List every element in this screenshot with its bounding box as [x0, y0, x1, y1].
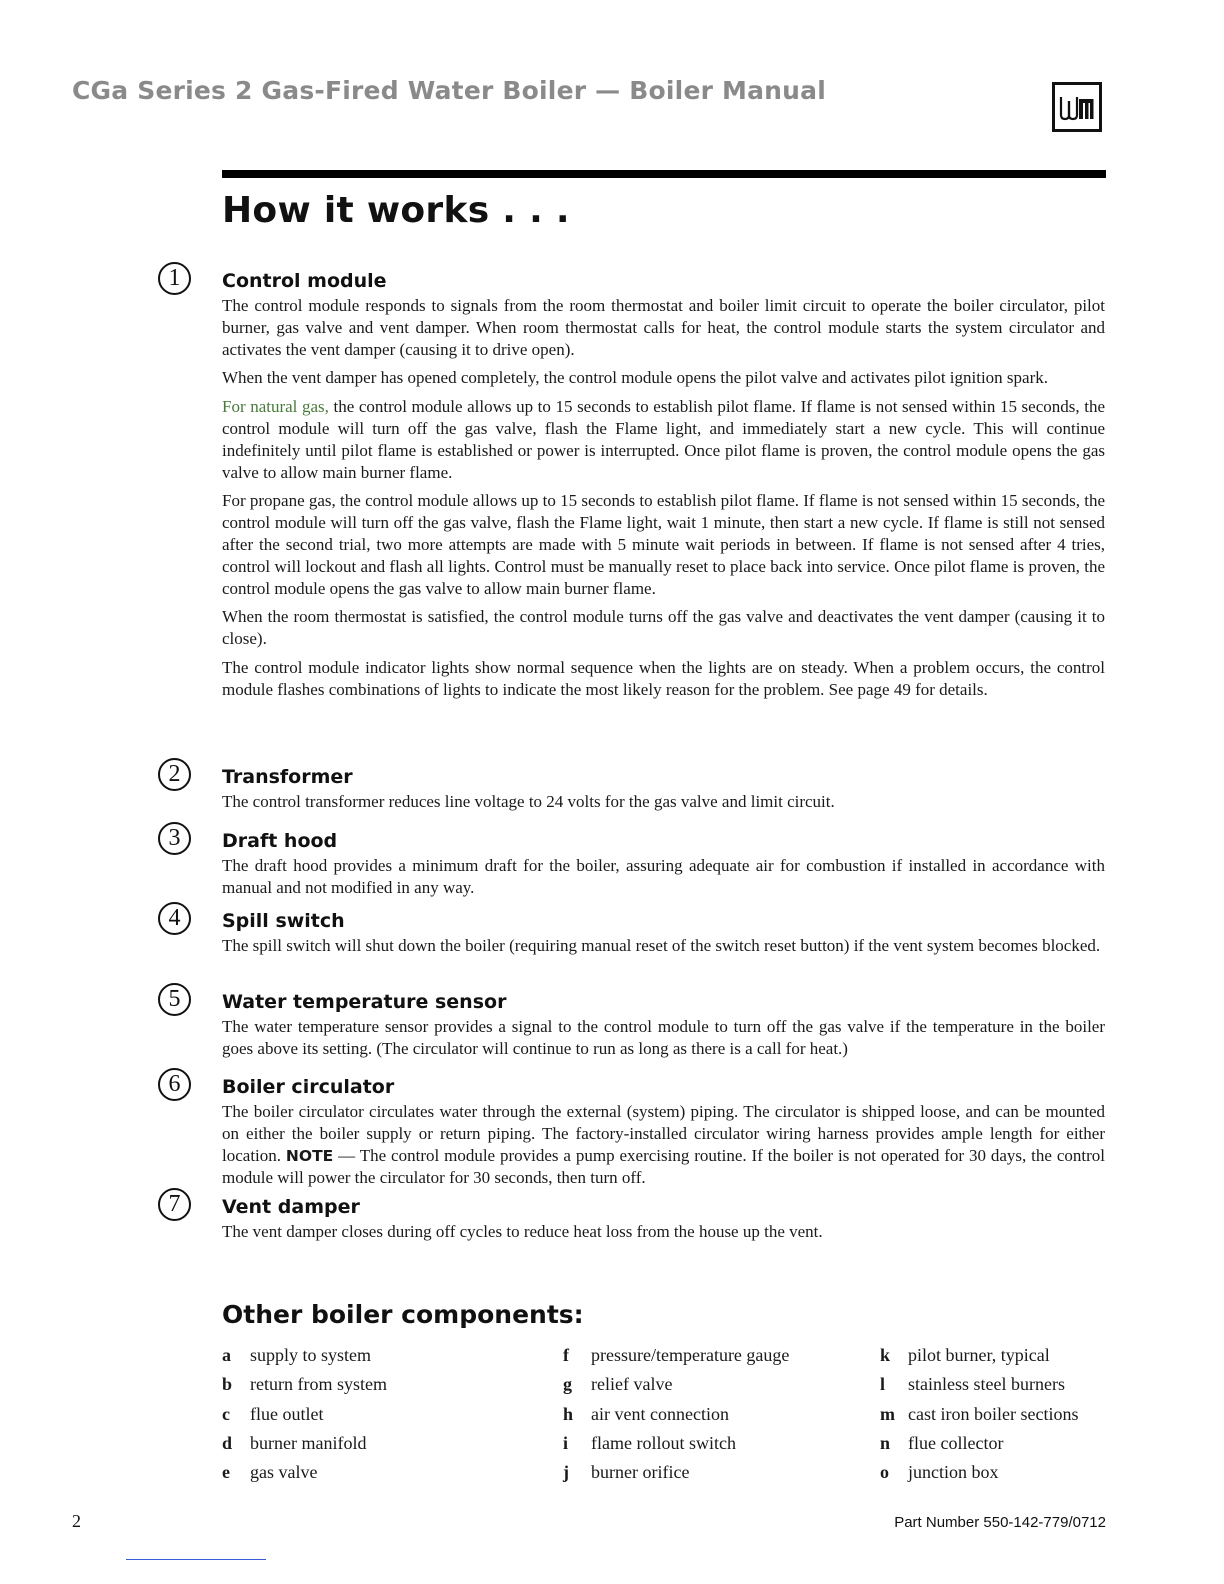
- component-letter: i: [563, 1432, 569, 1453]
- paragraph: [222, 1101, 1105, 1189]
- component-label: cast iron boiler sections: [908, 1403, 1079, 1424]
- section-body: [222, 791, 1105, 813]
- component-letter: d: [222, 1432, 233, 1453]
- section-title: Boiler circulator: [222, 1076, 395, 1098]
- component-item: [880, 1372, 1078, 1401]
- component-letter: l: [880, 1374, 886, 1395]
- component-item: [880, 1343, 1078, 1372]
- section-vent-damper: [158, 1188, 1108, 1250]
- component-label: return from system: [250, 1374, 387, 1395]
- component-item: [880, 1402, 1078, 1431]
- section-number-badge: 6: [158, 1068, 191, 1101]
- paragraph: For propane gas, the control module allows up to 15 seconds to establish pilot flame. If flame is not sensed within 15 seconds, the control module will turn off the gas valve, flash the Flame light, wait 1 minute, then start a new cycle. If flame is still not sensed after the second trial, two more attempts are made with 5 minute wait periods in between. If flame is not sensed after 4 tries, control will lockout and flash all lights. Control must be manually reset to place back into service. Once pilot flame is proven, the control module opens the gas valve to allow main burner flame.: [222, 491, 1105, 598]
- component-label: burner orifice: [591, 1462, 690, 1483]
- section-title: Spill switch: [222, 910, 345, 932]
- section-body: [222, 295, 1105, 701]
- paragraph-text: The boiler circulator circulates water through the external (system) piping. The circulator is shipped loose, and can be mounted on either the boiler supply or return piping. The factory-installed circulator wiring harness provides ample length for either location.: [222, 1102, 1105, 1165]
- component-letter: c: [222, 1403, 230, 1424]
- section-body: [222, 855, 1105, 899]
- section-title: Transformer: [222, 766, 353, 788]
- section-title: Water temperature sensor: [222, 991, 507, 1013]
- section-number-badge: 4: [158, 902, 191, 935]
- component-label: supply to system: [250, 1345, 372, 1365]
- component-letter: k: [880, 1345, 891, 1365]
- component-letter: a: [222, 1345, 231, 1365]
- component-letter: n: [880, 1432, 891, 1453]
- component-label: air vent connection: [591, 1403, 729, 1424]
- component-item: [563, 1402, 789, 1431]
- paragraph: The spill switch will shut down the boiler (requiring manual reset of the switch reset button) if the vent system becomes blocked.: [222, 936, 1101, 955]
- component-item: [222, 1372, 387, 1401]
- section-spill-switch: [158, 902, 1108, 964]
- page-number: 2: [72, 1511, 81, 1531]
- section-transformer: [158, 758, 1108, 820]
- component-item: [222, 1343, 387, 1372]
- section-title: Draft hood: [222, 830, 338, 852]
- section-title: Control module: [222, 270, 387, 292]
- paragraph: The control transformer reduces line voltage to 24 volts for the gas valve and limit circuit.: [222, 792, 835, 811]
- section-number-badge: 5: [158, 983, 191, 1016]
- component-item: [563, 1372, 789, 1401]
- note-label: NOTE: [285, 1146, 334, 1165]
- paragraph: The water temperature sensor provides a signal to the control module to turn off the gas valve if the temperature in the boiler goes above its setting. (The circulator will continue to run as long as there is a call for heat.): [222, 1017, 1105, 1058]
- note-text: — The control module provides a pump exercising routine. If the boiler is not operated for 30 days, the control module will power the circulator for 30 seconds, then turn off.: [222, 1145, 1106, 1188]
- component-letter: f: [563, 1345, 569, 1365]
- component-item: [880, 1460, 1078, 1489]
- component-letter: m: [880, 1403, 895, 1424]
- component-item: [563, 1460, 789, 1489]
- paragraph: The draft hood provides a minimum draft for the boiler, assuring adequate air for combustion if installed in accordance with manual and not modified in any way.: [222, 856, 1105, 897]
- component-letter: e: [222, 1462, 230, 1483]
- component-item: [563, 1431, 789, 1460]
- paragraph: When the vent damper has opened completely, the control module opens the pilot valve and activates pilot ignition spark.: [222, 368, 1049, 388]
- component-label: stainless steel burners: [908, 1374, 1065, 1395]
- part-number: Part Number 550-142-779/0712: [894, 1514, 1106, 1531]
- section-number-badge: 1: [158, 262, 191, 295]
- component-label: gas valve: [250, 1462, 318, 1483]
- component-label: pilot burner, typical: [908, 1345, 1050, 1365]
- section-number-badge: 2: [158, 758, 191, 791]
- section-body: [222, 1101, 1105, 1189]
- section-draft-hood: [158, 822, 1108, 906]
- component-letter: j: [563, 1462, 569, 1483]
- component-item: [563, 1343, 789, 1372]
- component-letter: o: [880, 1462, 889, 1483]
- paragraph: [222, 396, 1105, 483]
- components-column: [563, 1343, 789, 1489]
- component-item: [880, 1431, 1078, 1460]
- component-label: pressure/temperature gauge: [591, 1345, 790, 1365]
- component-item: [222, 1431, 387, 1460]
- section-water-temperature-sensor: [158, 983, 1108, 1067]
- section-control-module: [158, 262, 1108, 708]
- component-letter: b: [222, 1374, 233, 1395]
- natural-gas-lead: For natural gas,: [222, 397, 329, 417]
- wm-logo: [1052, 82, 1102, 132]
- paragraph: The control module responds to signals from the room thermostat and boiler limit circuit to operate the boiler circulator, pilot burner, gas valve and vent damper. When room thermostat calls for heat, the control module starts the system circulator and activates the vent damper (causing it to drive open).: [222, 296, 1105, 359]
- component-label: relief valve: [591, 1374, 673, 1395]
- header-title: CGa Series 2 Gas-Fired Water Boiler — Boiler Manual: [72, 76, 827, 105]
- component-label: junction box: [908, 1462, 999, 1483]
- components-column: [880, 1343, 1078, 1489]
- paragraph-text: the control module allows up to 15 seconds to establish pilot flame. If flame is not sensed within 15 seconds, the control module will turn off the gas valve, flash the Flame light, and immediately start a new cycle. This will continue indefinitely until pilot flame is established or power is interrupted. Once pilot flame is proven, the control module opens the gas valve to allow main burner flame.: [222, 397, 1105, 482]
- section-number-badge: 3: [158, 822, 191, 855]
- header-rule: [222, 170, 1106, 178]
- section-body: [222, 935, 1105, 957]
- component-item: [222, 1402, 387, 1431]
- component-label: flame rollout switch: [591, 1432, 736, 1453]
- paragraph: When the room thermostat is satisfied, the control module turns off the gas valve and deactivates the vent damper (causing it to close).: [222, 607, 1105, 649]
- component-item: [222, 1460, 387, 1489]
- section-title: Vent damper: [222, 1196, 360, 1218]
- component-letter: h: [563, 1403, 574, 1424]
- page-title: How it works . . .: [222, 190, 570, 231]
- paragraph: The vent damper closes during off cycles to reduce heat loss from the house up the vent.: [222, 1222, 823, 1241]
- component-label: flue outlet: [250, 1403, 324, 1424]
- components-column: [222, 1343, 387, 1489]
- component-label: burner manifold: [250, 1432, 367, 1453]
- component-letter: g: [563, 1374, 572, 1395]
- footer-link-underline: [126, 1559, 266, 1560]
- paragraph: The control module indicator lights show normal sequence when the lights are on steady. When a problem occurs, the control module flashes combinations of lights to indicate the most likely reason for the problem. See page 49 for details.: [222, 657, 1105, 699]
- other-components-heading: Other boiler components:: [222, 1300, 584, 1329]
- section-body: [222, 1221, 1105, 1243]
- wm-logo-mark: [1055, 85, 1099, 129]
- section-body: [222, 1016, 1105, 1060]
- section-number-badge: 7: [158, 1188, 191, 1221]
- component-label: flue collector: [908, 1432, 1004, 1453]
- section-boiler-circulator: [158, 1068, 1108, 1196]
